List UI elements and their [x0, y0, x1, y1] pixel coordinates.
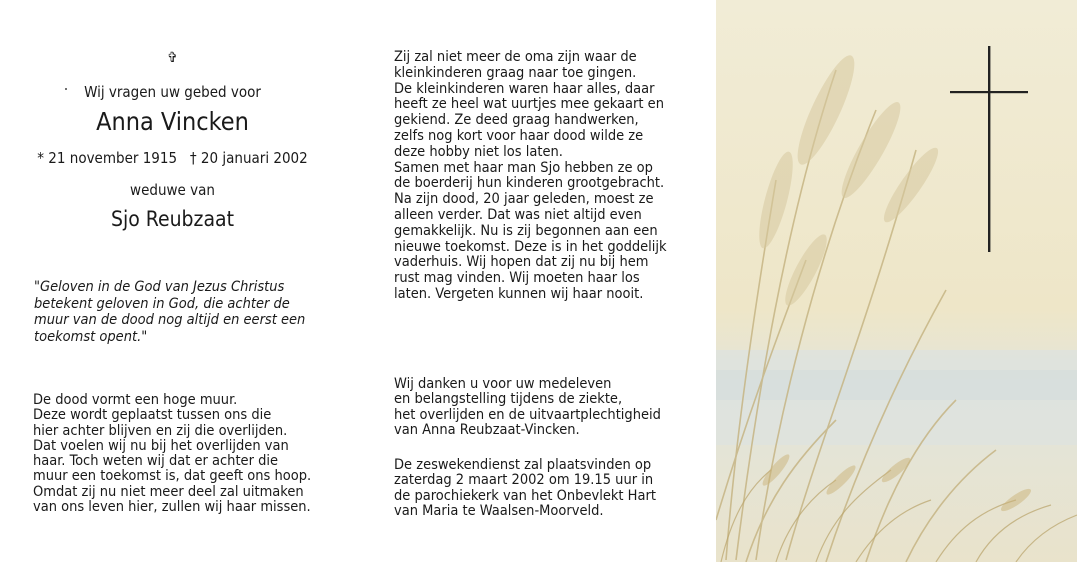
reeds-illustration	[716, 0, 1077, 562]
text-line: De kleinkinderen waren haar alles, daar	[394, 80, 655, 97]
small-cross-icon: ✞	[167, 50, 178, 66]
quote-line: toekomst opent."	[34, 328, 148, 345]
thanks-line: van Anna Reubzaat-Vincken.	[394, 421, 580, 438]
text-line: Na zijn dood, 20 jaar geleden, moest ze	[394, 191, 654, 208]
poem-line: hier achter blijven en zij die overlijden.	[33, 422, 288, 439]
text-line: kleinkinderen graag naar toe gingen.	[394, 64, 637, 81]
thanks-message	[394, 377, 661, 438]
text-line: Zij zal niet meer de oma zijn waar de	[394, 49, 637, 65]
quote-line: "Geloven in de God van Jezus Christus	[34, 279, 285, 295]
service-line: De zeswekendienst zal plaatsvinden op	[394, 457, 652, 473]
poem-line: Omdat zij nu niet meer deel zal uitmaken	[33, 483, 304, 500]
quote-line: muur van de dood nog altijd en eerst een	[34, 312, 306, 328]
poem-line: muur een toekomst is, dat geeft ons hoop.	[33, 468, 312, 485]
text-line: laten. Vergeten kunnen wij haar nooit.	[394, 285, 644, 302]
left-panel	[0, 0, 355, 562]
quote	[34, 279, 334, 345]
poem-line: Deze wordt geplaatst tussen ons die	[33, 407, 272, 424]
widow-of-label: weduwe van	[130, 181, 215, 199]
thanks-line: Wij danken u voor uw medeleven	[394, 376, 612, 392]
text-line: Samen met haar man Sjo hebben ze op	[394, 159, 653, 176]
poem	[33, 393, 311, 515]
text-line: nieuwe toekomst. Deze is in het goddelijk	[394, 238, 667, 255]
prayer-request: Wij vragen uw gebed voor	[84, 83, 261, 101]
quote-line: betekent geloven in God, die achter de	[34, 295, 290, 312]
service-line: zaterdag 2 maart 2002 om 19.15 uur in	[394, 472, 654, 489]
text-line: gemakkelijk. Nu is zij begonnen aan een	[394, 222, 658, 239]
text-line: alleen verder. Dat was niet altijd even	[394, 206, 642, 223]
service-line: de parochiekerk van het Onbevlekt Hart	[394, 487, 656, 504]
poem-line: haar. Toch weten wij dat er achter die	[33, 453, 279, 470]
birth-death-dates: * 21 november 1915 † 20 januari 2002	[37, 149, 308, 167]
text-line: rust mag vinden. Wij moeten haar los	[394, 270, 640, 287]
poem-line: De dood vormt een hoge muur.	[33, 392, 238, 408]
life-description	[394, 50, 667, 303]
middle-panel	[355, 0, 715, 562]
poem-line: van ons leven hier, zullen wij haar missen.	[33, 499, 311, 516]
text-line: gekiend. Ze deed graag handwerken,	[394, 112, 639, 129]
text-line: heeft ze heel wat uurtjes mee gekaart en	[394, 96, 664, 113]
text-line: zelfs nog kort voor haar dood wilde ze	[394, 127, 644, 144]
thanks-line: en belangstelling tijdens de ziekte,	[394, 391, 623, 408]
husband-name: Sjo Reubzaat	[110, 207, 235, 231]
service-announcement	[394, 458, 656, 519]
service-line: van Maria te Waalsen-Moorveld.	[394, 502, 604, 519]
text-line: deze hobby niet los laten.	[394, 143, 563, 160]
text-line: de boerderij hun kinderen grootgebracht.	[394, 175, 665, 192]
deceased-name: Anna Vincken	[96, 107, 249, 136]
poem-line: Dat voelen wij nu bij het overlijden van	[33, 437, 289, 454]
reeds-by-water-image	[716, 0, 1077, 562]
text-line: vaderhuis. Wij hopen dat zij nu bij hem	[394, 254, 649, 271]
thanks-line: het overlijden en de uitvaartplechtigheid	[394, 406, 661, 423]
